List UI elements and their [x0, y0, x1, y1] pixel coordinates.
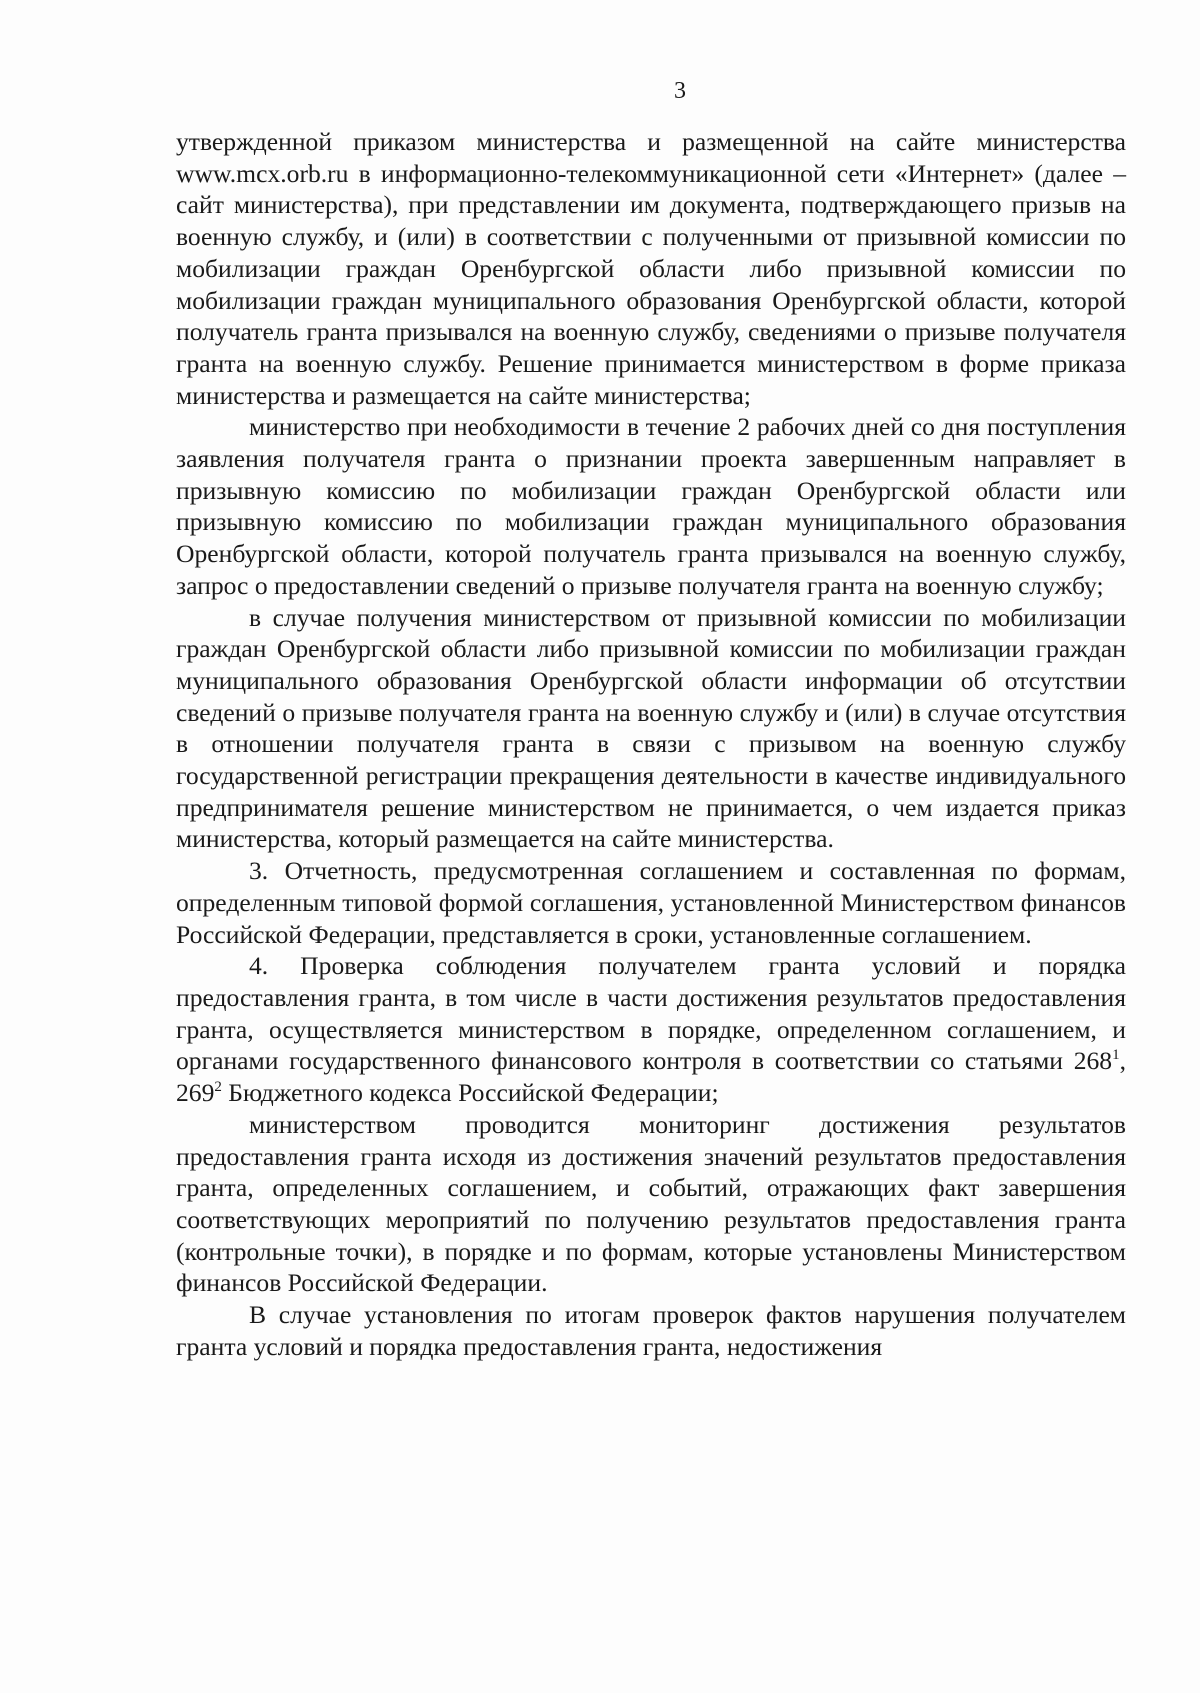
document-body [176, 126, 1126, 1362]
paragraph-reporting: 3. Отчетность, предусмотренная соглашением и составленная по формам, определенным типовой формой соглашения, установленной Министерством финансов Российской Федерации, представляется в сроки, установленные соглашением. [176, 856, 1126, 949]
article-superscript-1: 1 [1112, 1047, 1120, 1064]
compliance-text-after: Бюджетного кодекса Российской Федерации; [221, 1078, 719, 1108]
paragraph-ministry-request: министерство при необходимости в течение 2 рабочих дней со дня поступления заявления получателя гранта о признании проекта завершенным направляет в призывную комиссию по мобилизации граждан Оренбургской области или призывную комиссию по мобилизации граждан муниципального образования Оренбургской области, которой получатель гранта призывался на военную службу, запрос о предоставлении сведений о призыве получателя гранта на военную службу; [176, 412, 1126, 600]
paragraph-no-conscription-info: в случае получения министерством от призывной комиссии по мобилизации граждан Оренбургской области либо призывной комиссии по мобилизации граждан муниципального образования Оренбургской области информации об отсутствии сведений о призыве получателя гранта на военную службу и (или) в случае отсутствия в отношении получателя гранта в связи с призывом на военную службу государственной регистрации прекращения деятельности в качестве индивидуального предпринимателя решение министерством не принимается, о чем издается приказ министерства, который размещается на сайте министерства. [176, 602, 1126, 854]
page-number: 3 [674, 78, 686, 104]
paragraph-continued-site-reference: утвержденной приказом министерства и размещенной на сайте министерства www.mcx.orb.ru в информационно-телекоммуникационной сети «Интернет» (далее – сайт министерства), при представлении им документа, подтверждающего призыв на военную службу, и (или) в соответствии с полученными от призывной комиссии по мобилизации граждан Оренбургской области либо призывной комиссии по мобилизации граждан муниципального образования Оренбургской области, которой получатель гранта призывался на военную службу, сведениями о призыве получателя гранта на военную службу. Решение принимается министерством в форме приказа министерства и размещается на сайте министерства; [176, 127, 1126, 410]
paragraph-violations: В случае установления по итогам проверок фактов нарушения получателем гранта условий и порядка предоставления гранта, недостижения [176, 1300, 1126, 1361]
paragraph-compliance-check [176, 950, 1126, 1109]
compliance-text-before: 4. Проверка соблюдения получателем гранта условий и порядка предоставления гранта, в том числе в части достижения результатов предоставления гранта, осуществляется министерством в порядке, определенном соглашением, и органами государственного финансового контроля в соответствии со статьями 268 [176, 951, 1126, 1076]
compliance-text-middle: , 269 [176, 1046, 1126, 1108]
article-superscript-2: 2 [214, 1079, 222, 1096]
paragraph-monitoring: министерством проводится мониторинг достижения результатов предоставления гранта исходя из достижения значений результатов предоставления гранта, определенных соглашением, и событий, отражающих факт завершения соответствующих мероприятий по получению результатов предоставления гранта (контрольные точки), в порядке и по формам, которые установлены Министерством финансов Российской Федерации. [176, 1109, 1126, 1298]
